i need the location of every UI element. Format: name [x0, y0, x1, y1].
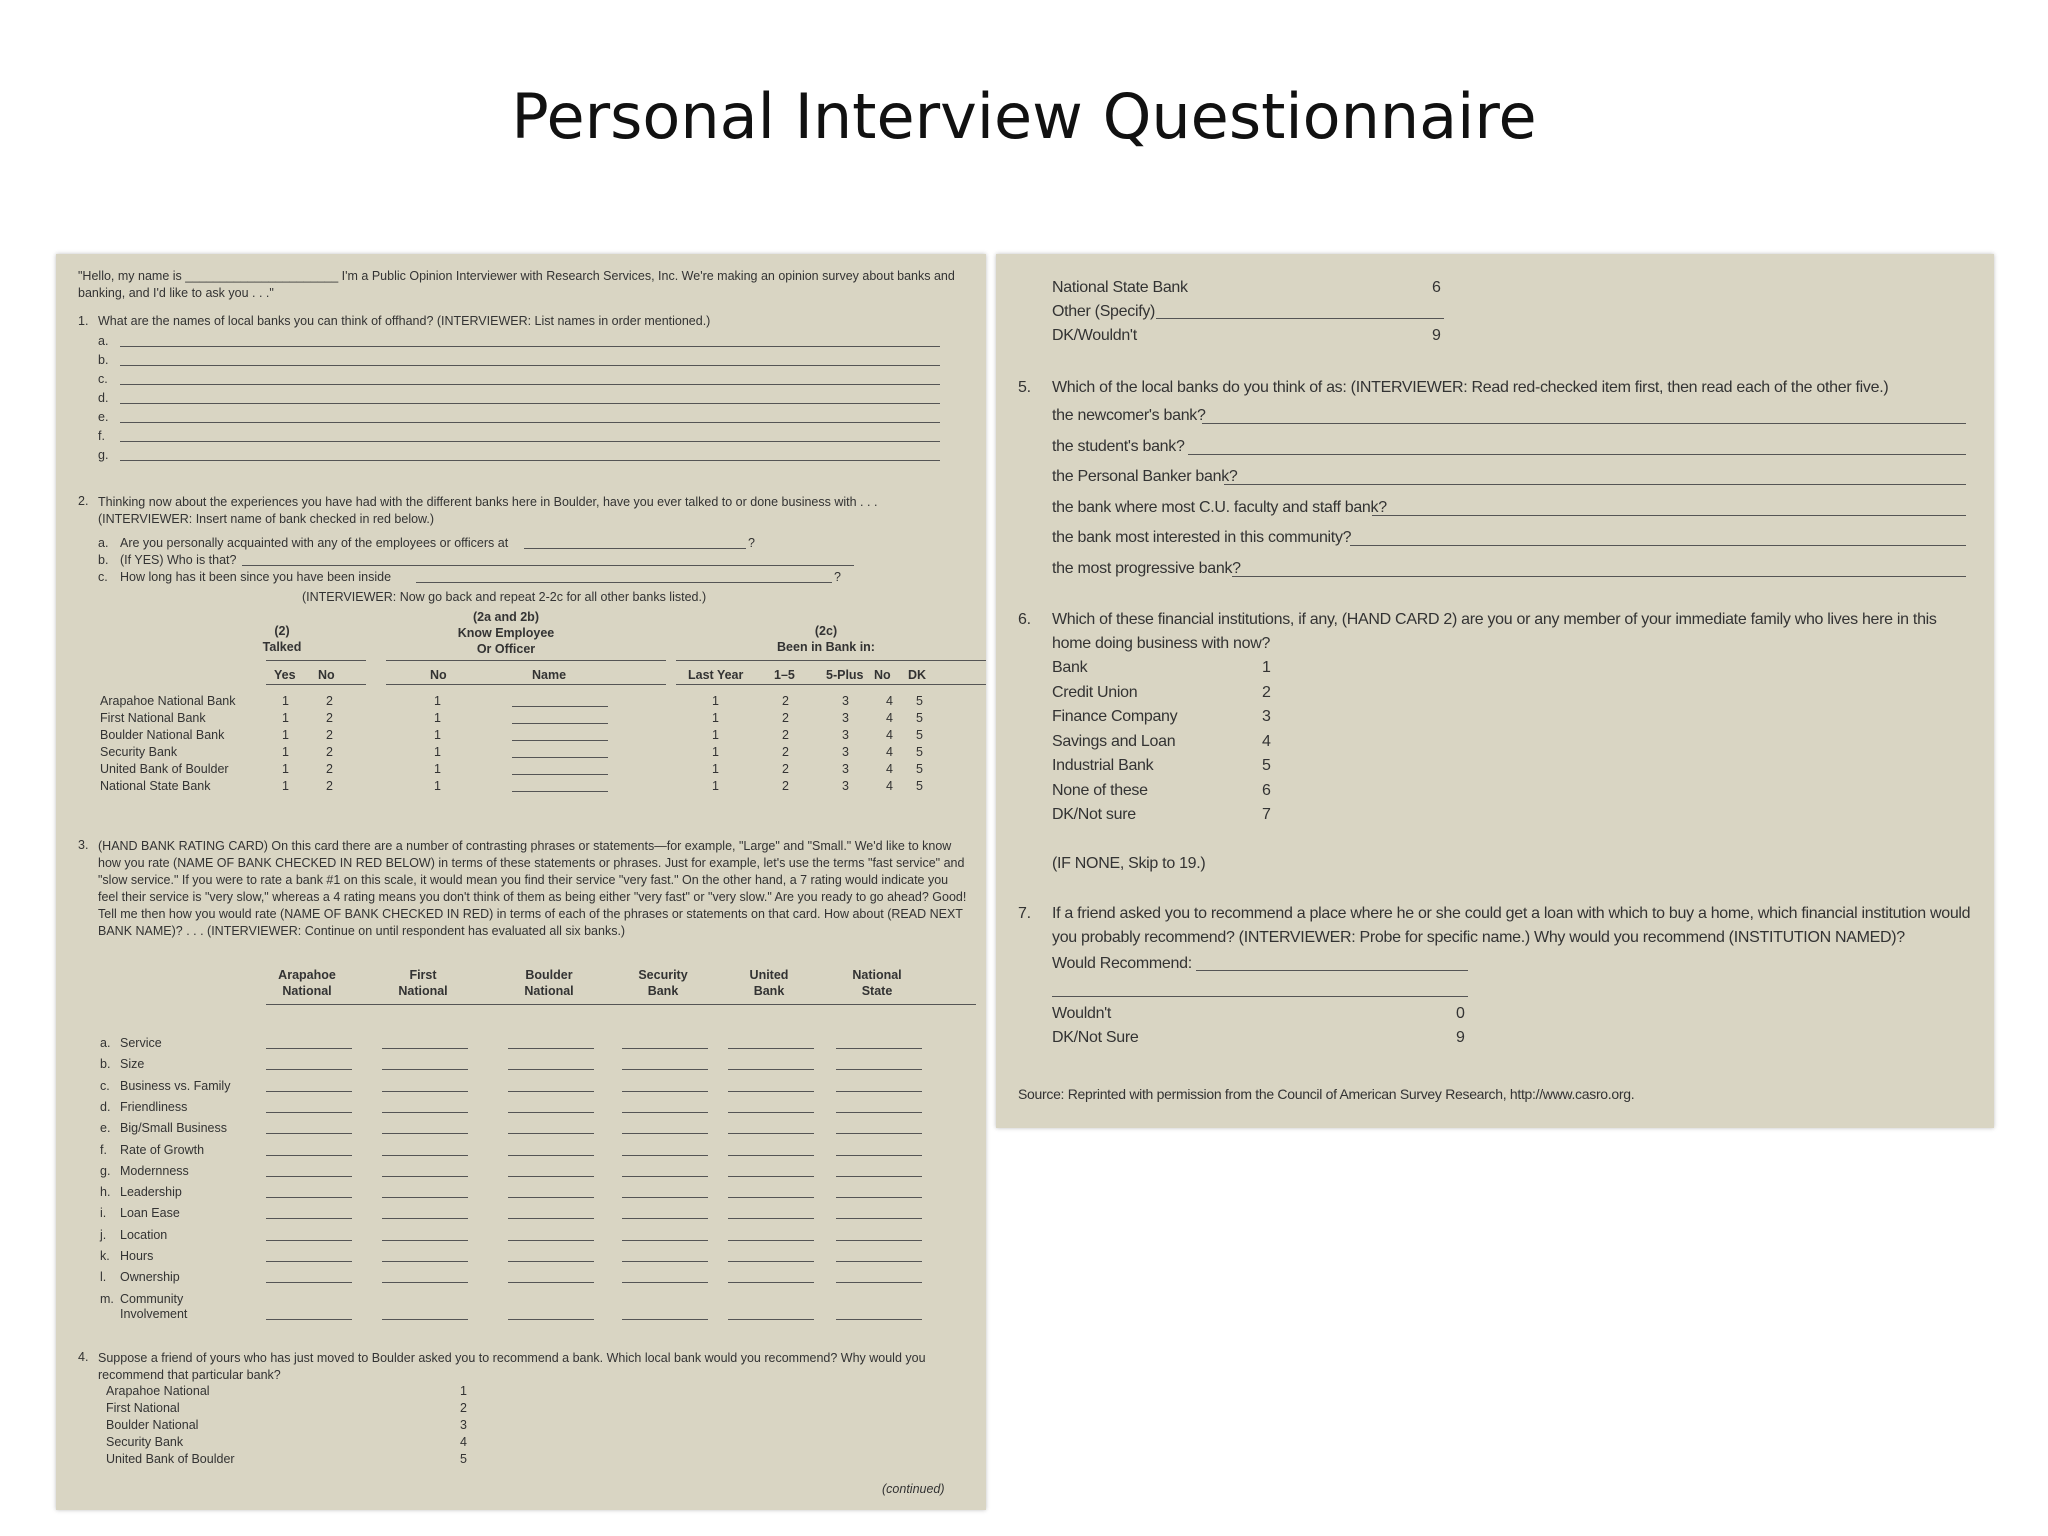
cell-value: 3	[842, 728, 849, 742]
q2-text: Thinking now about the experiences you have had with the different banks here in Boulder, have you ever talked to or done business with . . . (INTERVIEWER: Insert name of bank checked in red below.)	[98, 495, 878, 526]
cell-value: 5	[916, 728, 923, 742]
rating-answer-line	[266, 1091, 352, 1092]
slide-title: Personal Interview Questionnaire	[511, 80, 1537, 153]
header-rule	[676, 660, 986, 661]
rating-answer-line	[266, 1240, 352, 1241]
name-line	[512, 723, 608, 724]
q7-option-code: 9	[1456, 1029, 1465, 1046]
cell-value: 2	[782, 728, 789, 742]
cell-value: 2	[782, 694, 789, 708]
rating-column-header: Boulder	[525, 968, 573, 982]
rating-answer-line	[622, 1048, 708, 1049]
rating-answer-line	[382, 1133, 468, 1134]
header-talked: Talked	[262, 640, 302, 654]
cell-value: 2	[326, 728, 333, 742]
q4-option: First National	[106, 1401, 180, 1415]
q1-letter: e.	[98, 410, 109, 424]
cell-value: 2	[782, 745, 789, 759]
cell-value: 5	[916, 745, 923, 759]
rating-item-letter: e.	[100, 1121, 111, 1136]
cell-value: 2	[326, 762, 333, 776]
rating-item-letter: b.	[100, 1057, 111, 1072]
header-been-num: (2c)	[814, 624, 838, 638]
rating-answer-line	[836, 1218, 922, 1219]
cell-value: 2	[782, 762, 789, 776]
rating-column-header: National	[852, 968, 902, 982]
rating-answer-line	[508, 1197, 594, 1198]
rating-item-label: Hours	[120, 1249, 154, 1263]
cell-value: 5	[916, 694, 923, 708]
cell-value: 3	[842, 694, 849, 708]
rating-answer-line	[508, 1091, 594, 1092]
q4-option-code: 6	[1432, 279, 1441, 296]
q2-sub-end: ?	[834, 570, 841, 584]
cell-value: 1	[712, 779, 719, 793]
cell-value: 1	[712, 711, 719, 725]
q7-text: If a friend asked you to recommend a place where he or she could get a loan with which to buy a home, which financial institution would you probably recommend? (INTERVIEWER: Probe for specific name.) Why would you recommend (INSTITUTION NAMED)?	[1052, 905, 1971, 946]
rating-answer-line	[266, 1112, 352, 1113]
rating-answer-line	[508, 1218, 594, 1219]
bank-name: Boulder National Bank	[100, 728, 225, 742]
q7-would-recommend-label: Would Recommend:	[1052, 955, 1192, 972]
rating-answer-line	[728, 1261, 814, 1262]
q1-answer-line	[120, 460, 940, 461]
q4-option: Boulder National	[106, 1418, 199, 1432]
q6-option-code: 4	[1262, 732, 1271, 750]
q7-number: 7.	[1018, 905, 1031, 922]
questionnaire-page-left	[56, 254, 986, 1510]
name-line	[512, 774, 608, 775]
q2-sub-line	[242, 565, 854, 566]
rating-item-label: Ownership	[120, 1270, 180, 1285]
column-header: No	[318, 668, 335, 682]
q1-answer-line	[120, 384, 940, 385]
header-officer: Or Officer	[476, 642, 536, 656]
rating-answer-line	[728, 1112, 814, 1113]
rating-answer-line	[508, 1069, 594, 1070]
q6-option: DK/Not sure	[1052, 806, 1136, 823]
rating-answer-line	[836, 1176, 922, 1177]
name-line	[512, 740, 608, 741]
rating-item-letter: g.	[100, 1163, 111, 1178]
rating-item-label: Service	[120, 1036, 162, 1050]
cell-value: 2	[326, 711, 333, 725]
rating-answer-line	[622, 1069, 708, 1070]
cell-value: 4	[886, 728, 893, 742]
header-talked-num: (2)	[274, 624, 290, 638]
rating-answer-line	[728, 1069, 814, 1070]
cell-value: 1	[282, 711, 289, 725]
q2-sub-end: ?	[748, 536, 755, 550]
rating-answer-line	[508, 1319, 594, 1320]
rating-answer-line	[836, 1261, 922, 1262]
cell-value: 2	[782, 779, 789, 793]
cell-value: 1	[712, 694, 719, 708]
rating-item-letter: i.	[100, 1206, 107, 1221]
rating-item-letter: h.	[100, 1185, 111, 1200]
q5-item: the bank where most C.U. faculty and staff bank?	[1052, 498, 1387, 516]
header-know: Know Employee	[457, 626, 555, 640]
rating-column-header: National	[282, 984, 332, 998]
rating-column-header: Bank	[647, 984, 679, 998]
rating-answer-line	[508, 1282, 594, 1283]
cell-value: 1	[434, 762, 441, 776]
q1-answer-line	[120, 441, 940, 442]
q5-answer-line	[1232, 576, 1966, 577]
q7-answer-line	[1196, 970, 1468, 971]
rating-item-label: Modernness	[120, 1163, 189, 1178]
q3-number: 3.	[78, 838, 89, 852]
rating-answer-line	[508, 1133, 594, 1134]
cell-value: 3	[842, 745, 849, 759]
rating-answer-line	[266, 1176, 352, 1177]
rating-column-header: National	[398, 984, 448, 998]
rating-item-letter: d.	[100, 1099, 111, 1114]
cell-value: 4	[886, 745, 893, 759]
rating-answer-line	[266, 1133, 352, 1134]
rating-answer-line	[266, 1069, 352, 1070]
rating-answer-line	[836, 1133, 922, 1134]
q4-option-code: 2	[460, 1401, 467, 1415]
q1-letter: b.	[98, 353, 109, 367]
column-header: Name	[532, 668, 567, 682]
name-line	[512, 791, 608, 792]
q4-option: United Bank of Boulder	[106, 1452, 235, 1466]
q6-option-code: 1	[1262, 659, 1271, 676]
rating-answer-line	[836, 1048, 922, 1049]
q3-text: (HAND BANK RATING CARD) On this card there are a number of contrasting phrases or statements—for example, "Large" and "Small." We'd like to know how you rate (NAME OF BANK CHECKED IN RED BELOW) in terms of these statements or phrases. Just for example, let's use the terms "fast service" and "slow service." If you were to rate a bank #1 on this scale, it would mean you find their service "very fast." On the other hand, a 7 rating would indicate you feel their service is "very slow," whereas a 4 rating means you don't think of them as being either "very fast" or "very slow." Are you ready to go ahead? Good! Tell me then how you would rate (NAME OF BANK CHECKED IN RED) in terms of each of the phrases or statements on that card. How about (READ NEXT BANK NAME)? . . . (INTERVIEWER: Continue on until respondent has evaluated all six banks.)	[98, 839, 967, 938]
cell-value: 1	[282, 745, 289, 759]
rating-answer-line	[266, 1218, 352, 1219]
rating-answer-line	[622, 1240, 708, 1241]
q5-answer-line	[1372, 515, 1966, 516]
cell-value: 4	[886, 762, 893, 776]
rating-answer-line	[728, 1240, 814, 1241]
rating-answer-line	[728, 1197, 814, 1198]
rating-answer-line	[382, 1112, 468, 1113]
column-header: 1–5	[774, 668, 795, 682]
header-been: Been in Bank in:	[777, 640, 875, 654]
q2-sub-letter: a.	[98, 536, 109, 550]
rating-answer-line	[622, 1319, 708, 1320]
rating-answer-line	[728, 1048, 814, 1049]
rating-answer-line	[836, 1091, 922, 1092]
q7-option: DK/Not Sure	[1052, 1029, 1139, 1046]
rating-answer-line	[382, 1048, 468, 1049]
rating-answer-line	[382, 1282, 468, 1283]
cell-value: 3	[842, 711, 849, 725]
rating-answer-line	[836, 1197, 922, 1198]
q6-option: Savings and Loan	[1052, 732, 1176, 750]
cell-value: 3	[842, 762, 849, 776]
column-header: Last Year	[688, 668, 744, 682]
rating-answer-line	[836, 1112, 922, 1113]
q2-sub-line	[524, 548, 746, 549]
cell-value: 2	[326, 745, 333, 759]
rating-answer-line	[836, 1240, 922, 1241]
q5-item: the Personal Banker bank?	[1052, 468, 1238, 485]
rating-answer-line	[728, 1091, 814, 1092]
name-line	[512, 706, 608, 707]
rating-answer-line	[266, 1282, 352, 1283]
q1-letter: f.	[98, 429, 105, 443]
cell-value: 4	[886, 779, 893, 793]
rating-answer-line	[382, 1155, 468, 1156]
q1-answer-line	[120, 403, 940, 404]
cell-value: 4	[886, 694, 893, 708]
rating-answer-line	[382, 1319, 468, 1320]
q4-text: Suppose a friend of yours who has just moved to Boulder asked you to recommend a bank. Which local bank would you recommend? Why would you recommend that particular bank?	[98, 1351, 926, 1382]
rating-column-header: Bank	[753, 984, 785, 998]
rating-item-label: Location	[120, 1227, 168, 1242]
rating-item-label: Friendliness	[120, 1099, 188, 1114]
q6-option-code: 2	[1262, 683, 1271, 701]
q5-answer-line	[1202, 423, 1966, 424]
q4-option-code: 1	[460, 1384, 467, 1398]
rating-answer-line	[836, 1282, 922, 1283]
cell-value: 1	[434, 694, 441, 708]
q5-number: 5.	[1018, 379, 1031, 396]
rating-column-header: State	[861, 984, 893, 998]
rating-answer-line	[508, 1048, 594, 1049]
q1-letter: a.	[98, 334, 109, 348]
intro-text: "Hello, my name is ______________________ I'm a Public Opinion Interviewer with Research Services, Inc. We're making an opinion survey about banks and banking, and I'd like to ask you . . ."	[78, 269, 955, 300]
q4-option: Arapahoe National	[106, 1384, 210, 1398]
cell-value: 5	[916, 762, 923, 776]
rating-answer-line	[622, 1176, 708, 1177]
column-rule	[386, 684, 666, 685]
rating-answer-line	[728, 1319, 814, 1320]
header-rule	[266, 660, 366, 661]
q6-option-code: 6	[1262, 781, 1271, 799]
q6-text: Which of these financial institutions, if any, (HAND CARD 2) are you or any member of your immediate family who lives here in this home doing business with now?	[1052, 611, 1937, 652]
q5-answer-line	[1224, 484, 1966, 485]
rating-item-letter: a.	[100, 1036, 111, 1050]
cell-value: 5	[916, 711, 923, 725]
rating-answer-line	[622, 1155, 708, 1156]
rating-answer-line	[728, 1176, 814, 1177]
source-note: Source: Reprinted with permission from the Council of American Survey Research, http://www.casro.org.	[1018, 1086, 1635, 1102]
rating-answer-line	[266, 1155, 352, 1156]
rating-item-label: Rate of Growth	[120, 1142, 205, 1157]
q1-letter: c.	[98, 372, 108, 386]
rating-item-label: Loan Ease	[120, 1206, 180, 1221]
rating-answer-line	[266, 1048, 352, 1049]
rating-answer-line	[382, 1240, 468, 1241]
rating-column-header: National	[524, 984, 574, 998]
rating-item-letter: m.	[100, 1291, 114, 1306]
rating-answer-line	[382, 1197, 468, 1198]
cell-value: 2	[326, 694, 333, 708]
q4-option-code: 4	[460, 1435, 467, 1449]
column-header: No	[430, 668, 447, 682]
q1-letter: g.	[98, 448, 109, 462]
column-header: No	[874, 668, 891, 682]
q5-answer-line	[1188, 454, 1966, 455]
rating-answer-line	[836, 1155, 922, 1156]
rating-item-label: Community Involvement	[120, 1291, 188, 1321]
rating-answer-line	[382, 1091, 468, 1092]
column-rule	[676, 684, 986, 685]
rating-answer-line	[622, 1133, 708, 1134]
cell-value: 1	[282, 762, 289, 776]
rating-column-header: Security	[638, 968, 688, 982]
rating-item-letter: k.	[100, 1249, 110, 1263]
q6-skip-note: (IF NONE, Skip to 19.)	[1052, 855, 1206, 872]
rating-item-label: Size	[120, 1057, 145, 1072]
rating-answer-line	[622, 1112, 708, 1113]
column-header: 5-Plus	[826, 668, 864, 682]
cell-value: 3	[842, 779, 849, 793]
cell-value: 1	[712, 745, 719, 759]
cell-value: 1	[282, 728, 289, 742]
q6-option-code: 3	[1262, 708, 1271, 725]
rating-answer-line	[508, 1176, 594, 1177]
rating-answer-line	[382, 1261, 468, 1262]
rating-answer-line	[382, 1069, 468, 1070]
q6-number: 6.	[1018, 611, 1031, 628]
q4-option: DK/Wouldn't	[1052, 327, 1137, 344]
q4-number: 4.	[78, 1350, 89, 1364]
rating-answer-line	[382, 1176, 468, 1177]
rating-answer-line	[622, 1197, 708, 1198]
rating-item-letter: f.	[100, 1142, 107, 1157]
bank-name: Arapahoe National Bank	[100, 694, 236, 708]
q4-option: Other (Specify)	[1052, 303, 1156, 320]
column-header: Yes	[274, 668, 296, 682]
rating-column-header: Arapahoe	[278, 968, 336, 982]
rating-item-label: Leadership	[120, 1185, 182, 1200]
rating-header-rule	[266, 1004, 976, 1005]
rating-answer-line	[728, 1218, 814, 1219]
q1-answer-line	[120, 346, 940, 347]
q4-option-code: 9	[1432, 327, 1441, 344]
rating-column-header: First	[409, 968, 437, 982]
q7-answer-line-2	[1052, 996, 1468, 997]
q5-item: the student's bank?	[1052, 437, 1185, 455]
q2-sub-letter: c.	[98, 570, 108, 584]
rating-answer-line	[836, 1319, 922, 1320]
q1-answer-line	[120, 365, 940, 366]
rating-item-letter: l.	[100, 1270, 107, 1285]
q4-option: National State Bank	[1052, 279, 1188, 296]
rating-answer-line	[382, 1218, 468, 1219]
cell-value: 2	[326, 779, 333, 793]
q5-item: the most progressive bank?	[1052, 559, 1241, 577]
q2-sub-text: (If YES) Who is that?	[120, 553, 237, 567]
q6-option: None of these	[1052, 781, 1148, 799]
q6-option-code: 7	[1262, 806, 1271, 823]
bank-name: United Bank of Boulder	[100, 762, 229, 776]
cell-value: 1	[434, 745, 441, 759]
rating-item-label: Big/Small Business	[120, 1121, 227, 1136]
rating-answer-line	[622, 1091, 708, 1092]
rating-item-label: Business vs. Family	[120, 1078, 231, 1093]
cell-value: 2	[782, 711, 789, 725]
name-line	[512, 757, 608, 758]
rating-answer-line	[266, 1197, 352, 1198]
q1-answer-line	[120, 422, 940, 423]
q1-number: 1.	[78, 314, 89, 328]
q1-letter: d.	[98, 391, 109, 405]
rating-answer-line	[728, 1155, 814, 1156]
q5-answer-line	[1350, 545, 1966, 546]
rating-answer-line	[508, 1240, 594, 1241]
rating-answer-line	[728, 1133, 814, 1134]
q6-option-code: 5	[1262, 757, 1271, 774]
rating-answer-line	[266, 1319, 352, 1320]
q6-option: Bank	[1052, 659, 1088, 676]
q2-sub-line	[416, 582, 832, 583]
rating-answer-line	[508, 1112, 594, 1113]
q5-item: the bank most interested in this community?	[1052, 529, 1352, 546]
rating-answer-line	[622, 1282, 708, 1283]
q4-specify-line	[1156, 318, 1444, 319]
q4-option-code: 5	[460, 1452, 467, 1466]
column-rule	[266, 684, 366, 685]
rating-answer-line	[266, 1261, 352, 1262]
rating-answer-line	[622, 1261, 708, 1262]
rating-answer-line	[508, 1155, 594, 1156]
rating-column-header: United	[749, 968, 789, 982]
header-know-num: (2a and 2b)	[473, 610, 539, 624]
q7-option-code: 0	[1456, 1005, 1465, 1022]
q6-option: Credit Union	[1052, 683, 1138, 701]
cell-value: 1	[434, 711, 441, 725]
cell-value: 1	[712, 728, 719, 742]
cell-value: 1	[282, 779, 289, 793]
bank-name: First National Bank	[100, 711, 206, 725]
questionnaire-page-right	[996, 254, 1994, 1128]
q4-option-code: 3	[460, 1418, 467, 1432]
cell-value: 1	[712, 762, 719, 776]
rating-answer-line	[728, 1282, 814, 1283]
cell-value: 4	[886, 711, 893, 725]
q4-option: Security Bank	[106, 1435, 184, 1449]
q5-item: the newcomer's bank?	[1052, 407, 1206, 424]
cell-value: 1	[282, 694, 289, 708]
q2-repeat-note: (INTERVIEWER: Now go back and repeat 2-2c for all other banks listed.)	[302, 590, 707, 604]
bank-name: Security Bank	[100, 745, 178, 759]
q2-number: 2.	[78, 494, 89, 508]
q2-sub-text: How long has it been since you have been inside	[120, 570, 392, 584]
q6-option: Industrial Bank	[1052, 757, 1154, 774]
q7-option: Wouldn't	[1052, 1005, 1112, 1022]
rating-item-letter: j.	[100, 1227, 107, 1242]
rating-answer-line	[508, 1261, 594, 1262]
q2-sub-letter: b.	[98, 553, 109, 567]
cell-value: 1	[434, 779, 441, 793]
column-header: DK	[908, 668, 927, 682]
rating-answer-line	[836, 1069, 922, 1070]
q1-text: What are the names of local banks you can think of offhand? (INTERVIEWER: List names in order mentioned.)	[98, 314, 711, 328]
q2-sub-text: Are you personally acquainted with any of the employees or officers at	[120, 536, 509, 550]
bank-name: National State Bank	[100, 779, 211, 793]
rating-answer-line	[622, 1218, 708, 1219]
rating-item-letter: c.	[100, 1078, 110, 1093]
cell-value: 5	[916, 779, 923, 793]
q5-text: Which of the local banks do you think of as: (INTERVIEWER: Read red-checked item first, then read each of the other five.)	[1052, 379, 1889, 396]
cell-value: 1	[434, 728, 441, 742]
continued-label: (continued)	[882, 1482, 945, 1496]
q6-option: Finance Company	[1052, 708, 1178, 725]
header-rule	[386, 660, 666, 661]
